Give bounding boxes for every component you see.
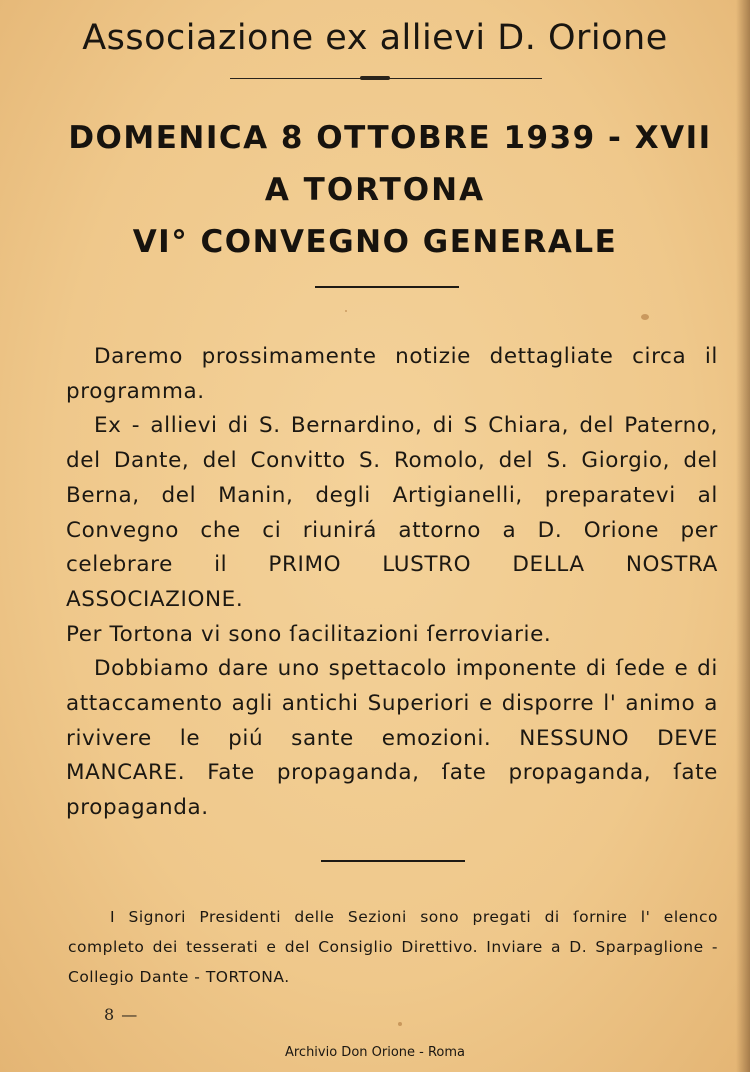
paragraph-call-to-action: Dobbiamo dare uno spettacolo imponente di ſede e di attaccamento agli antichi Superiori e disporre l' animo a rivivere le piú sante emozioni. NESSUNO DEVE MANCARE. Fate propaganda, ſate propaganda, ſate propaganda. <box>66 656 718 821</box>
headline-location: A TORTONA <box>264 172 486 208</box>
paragraph-travel: Per Tortona vi sono ſacilitazioni ſerroviarie. <box>66 621 552 647</box>
paragraph-program: Daremo prossimamente notizie dettagliate circa il programma. <box>66 344 718 404</box>
header-divider-ornament <box>360 76 390 80</box>
page-edge-shadow <box>736 0 750 1072</box>
page-number: 8 — <box>104 1005 139 1024</box>
association-header: Associazione ex allievi D. Orione <box>82 18 668 58</box>
headline-divider <box>315 286 459 288</box>
paper-stain <box>641 314 649 320</box>
headline-event: VI° CONVEGNO GENERALE <box>132 224 618 260</box>
presidents-footnote <box>68 902 718 992</box>
paragraph-invitation: Ex - allievi di S. Bernardino, di S Chiara, del Paterno, del Dante, del Convitto S. Romolo, del S. Giorgio, del Berna, del Manin, degli Artigianelli, preparatevi al Convegno che ci riunirá attorno a D. Orione per celebrare il PRIMO LUSTRO DELLA NOSTRA ASSOCIAZIONE. <box>66 413 718 612</box>
footnote-divider <box>321 860 465 862</box>
footnote-text: I Signori Presidenti delle Sezioni sono pregati di ſornire l' elenco completo dei tesserati e del Consiglio Direttivo. Inviare a D. Sparpaglione - Collegio Dante - TORTONA. <box>68 908 718 986</box>
archive-caption: Archivio Don Orione - Roma <box>284 1045 466 1060</box>
paper-speck <box>345 310 347 312</box>
paper-speck <box>398 1022 402 1026</box>
headline-date: DOMENICA 8 OTTOBRE 1939 - XVII <box>68 120 712 156</box>
announcement-body <box>66 340 718 826</box>
